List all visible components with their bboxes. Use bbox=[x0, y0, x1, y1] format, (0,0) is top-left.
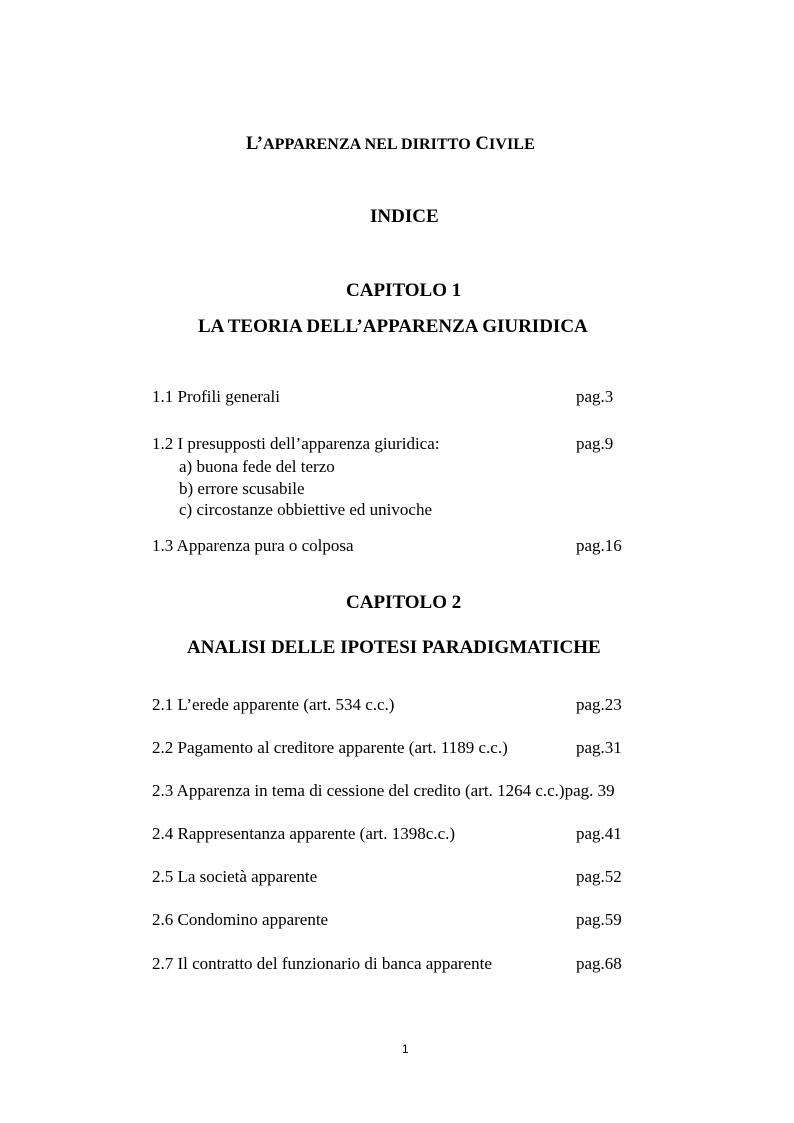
toc-entry-1-2: 1.2 I presupposti dell’apparenza giuridica: bbox=[152, 434, 440, 453]
toc-entry-2-7: 2.7 Il contratto del funzionario di banca apparente bbox=[152, 954, 492, 973]
toc-subitem-c: c) circostanze obbiettive ed univoche bbox=[179, 500, 432, 519]
toc-entry-1-1: 1.1 Profili generali bbox=[152, 387, 280, 406]
toc-entry-2-2: 2.2 Pagamento al creditore apparente (art. 1189 c.c.) bbox=[152, 738, 508, 757]
toc-page-1-3: pag.16 bbox=[576, 536, 622, 555]
title-part-a: L’ bbox=[246, 134, 264, 154]
toc-subitem-a: a) buona fede del terzo bbox=[179, 457, 335, 476]
chapter1-label: CAPITOLO 1 bbox=[346, 280, 462, 301]
title-part-d: IVILE bbox=[489, 136, 535, 153]
toc-page-1-1: pag.3 bbox=[576, 387, 614, 406]
toc-entry-2-6: 2.6 Condomino apparente bbox=[152, 910, 329, 929]
toc-page-2-5: pag.52 bbox=[576, 867, 622, 886]
chapter1-title: LA TEORIA DELL’APPARENZA GIURIDICA bbox=[198, 316, 588, 337]
toc-entry-2-1: 2.1 L’erede apparente (art. 534 c.c.) bbox=[152, 695, 395, 714]
index-heading: INDICE bbox=[370, 206, 439, 227]
toc-entry-2-3: 2.3 Apparenza in tema di cessione del credito (art. 1264 c.c.)pag. 39 bbox=[152, 781, 615, 800]
chapter2-title: ANALISI DELLE IPOTESI PARADIGMATICHE bbox=[187, 637, 601, 658]
title-part-c: C bbox=[475, 134, 489, 154]
document-title bbox=[246, 134, 535, 155]
toc-page-2-4: pag.41 bbox=[576, 824, 622, 843]
toc-page-1-2: pag.9 bbox=[576, 434, 614, 453]
page-number: 1 bbox=[402, 1042, 409, 1056]
toc-page-2-1: pag.23 bbox=[576, 695, 622, 714]
toc-entry-2-5: 2.5 La società apparente bbox=[152, 867, 318, 886]
chapter2-label: CAPITOLO 2 bbox=[346, 592, 462, 613]
toc-subitem-b: b) errore scusabile bbox=[179, 479, 305, 498]
title-part-b: APPARENZA NEL DIRITTO bbox=[263, 136, 471, 153]
toc-page-2-2: pag.31 bbox=[576, 738, 622, 757]
toc-page-2-7: pag.68 bbox=[576, 954, 622, 973]
toc-entry-1-3: 1.3 Apparenza pura o colposa bbox=[152, 536, 354, 555]
toc-page-2-6: pag.59 bbox=[576, 910, 622, 929]
toc-entry-2-4: 2.4 Rappresentanza apparente (art. 1398c.c.) bbox=[152, 824, 456, 843]
